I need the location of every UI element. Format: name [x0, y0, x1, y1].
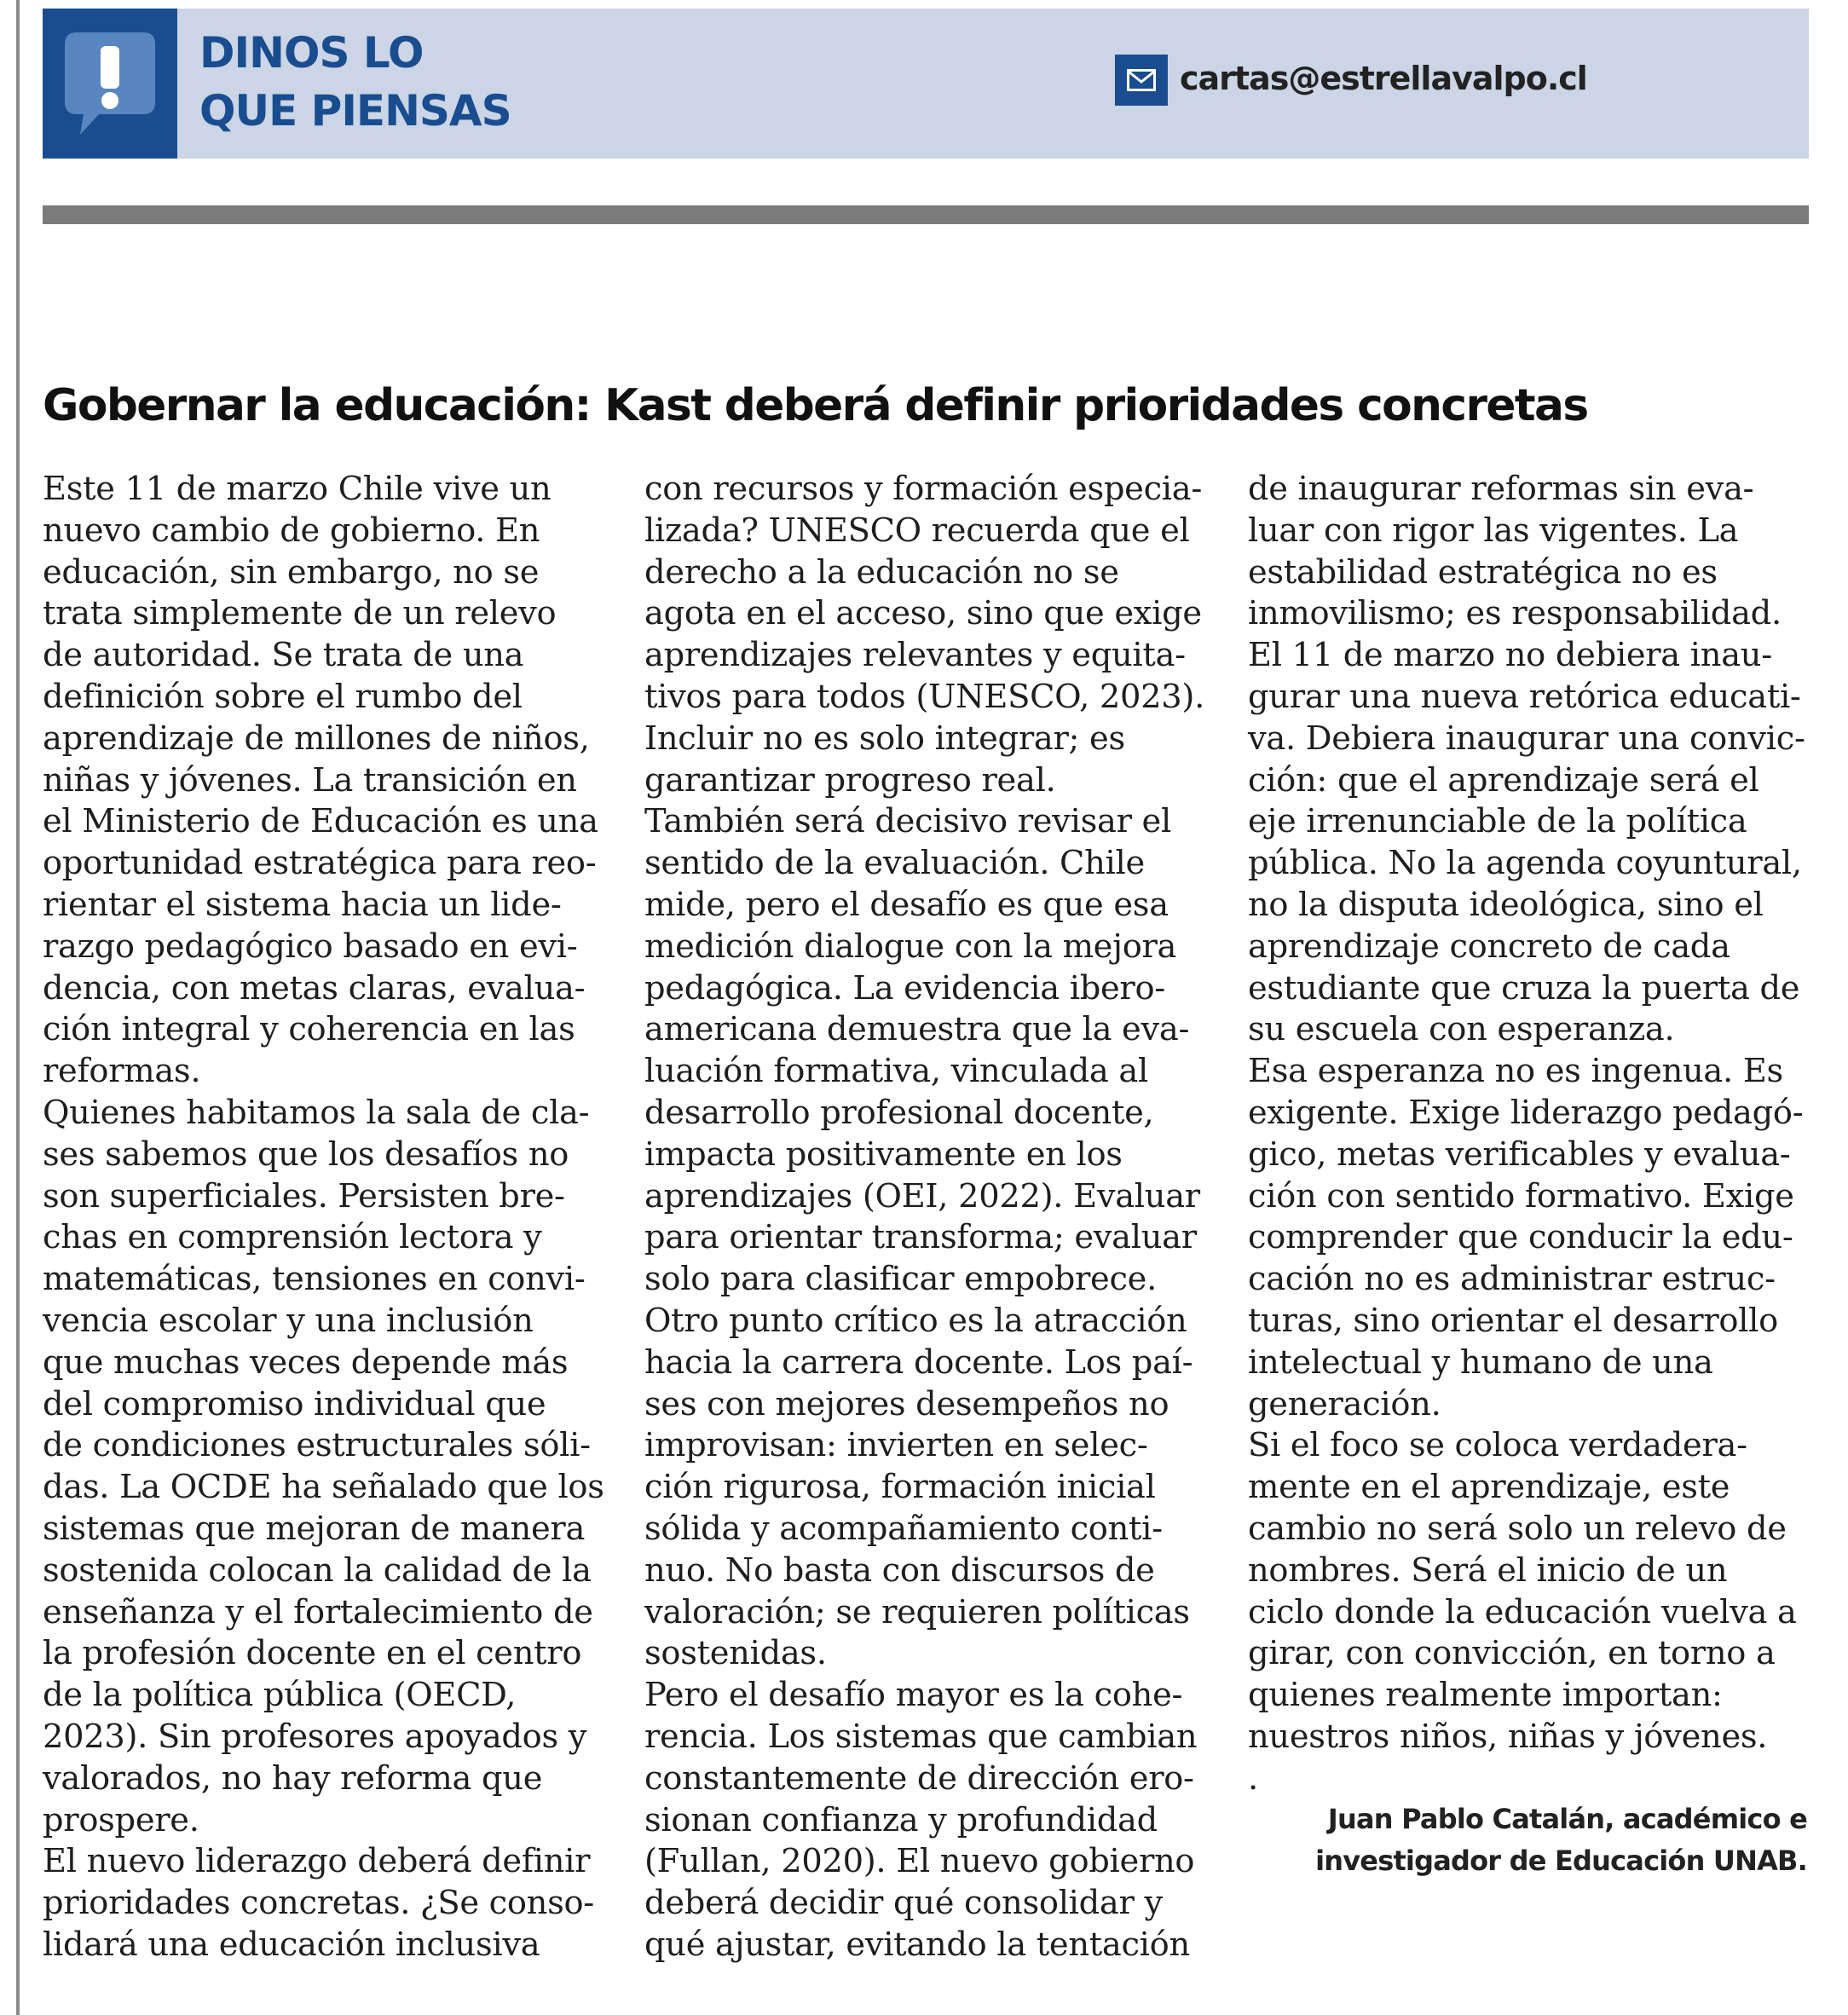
- article-text-line: va. Debiera inaugurar una convic-: [1248, 719, 1805, 758]
- envelope-icon: [1127, 69, 1156, 91]
- article-text-line: sionan confianza y profundidad: [644, 1800, 1158, 1839]
- article-text-line: no la disputa ideológica, sino el: [1248, 885, 1764, 924]
- article-text-line: derecho a la educación no se: [644, 552, 1119, 592]
- envelope-icon-box: [1115, 55, 1168, 106]
- article-text-line: prospere.: [43, 1800, 199, 1839]
- article-text-line: el Ministerio de Educación es una: [43, 802, 598, 841]
- article-text-line: pública. No la agenda coyuntural,: [1248, 844, 1802, 883]
- article-text-line: nombres. Será el inicio de un: [1248, 1550, 1728, 1590]
- article-text-line: gurar una nueva retórica educati-: [1248, 677, 1801, 716]
- article-text-line: ción: que el aprendizaje será el: [1248, 760, 1759, 800]
- article-text-line: constantemente de dirección ero-: [644, 1758, 1194, 1798]
- article-text-line: ciclo donde la educación vuelva a: [1248, 1592, 1797, 1631]
- article-text-line: aprendizajes (OEI, 2022). Evaluar: [644, 1176, 1200, 1215]
- article-text-line: cambio no será solo un relevo de: [1248, 1509, 1787, 1548]
- article-text-line: Incluir no es solo integrar; es: [644, 719, 1125, 758]
- article-text-line: de la política pública (OECD,: [43, 1676, 517, 1715]
- section-divider-bar: [43, 205, 1809, 224]
- article-text-line: luar con rigor las vigentes. La: [1248, 511, 1739, 550]
- article-text-line: cación no es administrar estruc-: [1248, 1260, 1776, 1299]
- article-text-line: definición sobre el rumbo del: [43, 677, 523, 716]
- article-text-line: con recursos y formación especia-: [644, 470, 1203, 508]
- article-text-line: razgo pedagógico basado en evi-: [43, 927, 578, 966]
- article-text-line: rientar el sistema hacia un lide-: [43, 885, 562, 924]
- article-text-line: improvisan: invierten en selec-: [644, 1426, 1148, 1465]
- article-text-line: inmovilismo; es responsabilidad.: [1248, 594, 1782, 633]
- article-text-line: ción con sentido formativo. Exige: [1248, 1176, 1794, 1215]
- author-signature: [1248, 1798, 1807, 1882]
- article-text-line: valorados, no hay reforma que: [43, 1758, 543, 1798]
- article-text-line: enseñanza y el fortalecimiento de: [43, 1592, 593, 1631]
- article-text-line: trata simplemente de un relevo: [43, 594, 557, 633]
- article-text-line: deberá decidir qué consolidar y: [644, 1884, 1163, 1923]
- article-text-line: de autoridad. Se trata de una: [43, 636, 524, 675]
- article-text-line: ses sabemos que los desafíos no: [43, 1135, 569, 1174]
- article-text-line: (Fullan, 2020). El nuevo gobierno: [644, 1842, 1195, 1881]
- article-text-line: desarrollo profesional docente,: [644, 1093, 1154, 1132]
- article-text-line: .: [1248, 1758, 1258, 1798]
- article-text-line: la profesión docente en el centro: [43, 1634, 582, 1673]
- article-text-line: Pero el desafío mayor es la cohe-: [644, 1676, 1183, 1715]
- section-title-line1: DINOS LO: [199, 28, 424, 78]
- article-text-line: oportunidad estratégica para reo-: [43, 844, 597, 883]
- article-text-line: También será decisivo revisar el: [644, 802, 1171, 841]
- page-left-rule: [16, 0, 20, 2015]
- article-text-line: impacta positivamente en los: [644, 1135, 1123, 1174]
- article-text-line: lizada? UNESCO recuerda que el: [644, 511, 1190, 550]
- article-text-line: solo para clasificar empobrece.: [644, 1260, 1157, 1299]
- article-text-line: matemáticas, tensiones en convi-: [43, 1260, 586, 1299]
- article-text-line: quienes realmente importan:: [1248, 1676, 1723, 1715]
- exclamation-speech-bubble-icon: [61, 29, 159, 140]
- signature-line-2: investigador de Educación UNAB.: [1315, 1845, 1807, 1877]
- article-text-line: pedagógica. La evidencia ibero-: [644, 968, 1165, 1008]
- article-text-line: generación.: [1248, 1384, 1441, 1423]
- article-text-line: aprendizaje de millones de niños,: [43, 719, 590, 758]
- article-text-line: niñas y jóvenes. La transición en: [43, 760, 577, 800]
- section-title-line2: QUE PIENSAS: [199, 86, 511, 136]
- article-text-line: del compromiso individual que: [43, 1384, 546, 1423]
- article-text-line: agota en el acceso, sino que exige: [644, 594, 1202, 633]
- article-text-line: qué ajustar, evitando la tentación: [644, 1925, 1190, 1964]
- article-text-line: hacia la carrera docente. Los paí-: [644, 1342, 1193, 1382]
- article-text-line: rencia. Los sistemas que cambian: [644, 1717, 1198, 1756]
- article-text-line: gico, metas verificables y evalua-: [1248, 1135, 1791, 1174]
- article-text-line: intelectual y humano de una: [1248, 1342, 1713, 1382]
- article-text-line: mide, pero el desafío es que esa: [644, 885, 1169, 924]
- article-text-line: reformas.: [43, 1052, 201, 1091]
- article-text-line: tivos para todos (UNESCO, 2023).: [644, 677, 1204, 716]
- article-text-line: mente en el aprendizaje, este: [1248, 1468, 1730, 1507]
- article-text-line: eje irrenunciable de la política: [1248, 802, 1747, 841]
- article-text-line: Este 11 de marzo Chile vive un: [43, 470, 552, 508]
- article-text-line: sostenidas.: [644, 1634, 827, 1673]
- article-text-line: americana demuestra que la eva-: [644, 1010, 1190, 1049]
- article-text-line: das. La OCDE ha señalado que los: [43, 1468, 604, 1507]
- article-text-line: vencia escolar y una inclusión: [43, 1301, 534, 1340]
- article-text-line: medición dialogue con la mejora: [644, 927, 1177, 966]
- article-text-line: turas, sino orientar el desarrollo: [1248, 1301, 1778, 1340]
- article-column-2: [644, 469, 1207, 1966]
- article-column-3: [1248, 469, 1810, 1800]
- article-text-line: Esa esperanza no es ingenua. Es: [1248, 1052, 1783, 1091]
- article-text-line: sólida y acompañamiento conti-: [644, 1509, 1163, 1548]
- article-headline: Gobernar la educación: Kast deberá definir prioridades concretas: [43, 380, 1588, 431]
- article-text-line: estudiante que cruza la puerta de: [1248, 968, 1800, 1008]
- article-text-line: nuestros niños, niñas y jóvenes.: [1248, 1717, 1768, 1756]
- article-text-line: 2023). Sin profesores apoyados y: [43, 1717, 587, 1756]
- article-text-line: aprendizaje concreto de cada: [1248, 927, 1730, 966]
- signature-line-1: Juan Pablo Catalán, académico e: [1327, 1803, 1807, 1835]
- article-text-line: Si el foco se coloca verdadera-: [1248, 1426, 1747, 1465]
- article-text-line: Otro punto crítico es la atracción: [644, 1301, 1187, 1340]
- article-text-line: girar, con convicción, en torno a: [1248, 1634, 1776, 1673]
- article-text-line: ción rigurosa, formación inicial: [644, 1468, 1156, 1507]
- article-text-line: comprender que conducir la edu-: [1248, 1218, 1793, 1257]
- article-text-line: ses con mejores desempeños no: [644, 1384, 1169, 1423]
- article-text-line: su escuela con esperanza.: [1248, 1010, 1675, 1049]
- article-text-line: nuo. No basta con discursos de: [644, 1550, 1155, 1590]
- article-column-1: [43, 469, 605, 1966]
- article-text-line: chas en comprensión lectora y: [43, 1218, 542, 1257]
- section-title: [199, 24, 626, 140]
- article-text-line: valoración; se requieren políticas: [644, 1592, 1190, 1631]
- article-text-line: sostenida colocan la calidad de la: [43, 1550, 592, 1590]
- article-text-line: lidará una educación inclusiva: [43, 1925, 540, 1964]
- article-text-line: de inaugurar reformas sin eva-: [1248, 470, 1754, 508]
- article-text-line: sistemas que mejoran de manera: [43, 1509, 586, 1548]
- article-text-line: nuevo cambio de gobierno. En: [43, 511, 540, 550]
- article-text-line: Quienes habitamos la sala de cla-: [43, 1093, 590, 1132]
- article-text-line: El 11 de marzo no debiera inau-: [1248, 636, 1772, 675]
- section-icon-box: [43, 9, 177, 159]
- article-text-line: sentido de la evaluación. Chile: [644, 844, 1145, 883]
- article-text-line: prioridades concretas. ¿Se conso-: [43, 1884, 594, 1923]
- article-text-line: aprendizajes relevantes y equita-: [644, 636, 1186, 675]
- article-text-line: educación, sin embargo, no se: [43, 552, 540, 592]
- article-text-line: que muchas veces depende más: [43, 1342, 569, 1382]
- article-text-line: exigente. Exige liderazgo pedagó-: [1248, 1093, 1804, 1132]
- article-text-line: luación formativa, vinculada al: [644, 1052, 1148, 1091]
- article-text-line: dencia, con metas claras, evalua-: [43, 968, 586, 1008]
- article-text-line: garantizar progreso real.: [644, 760, 1056, 800]
- article-text-line: de condiciones estructurales sóli-: [43, 1426, 591, 1465]
- article-text-line: son superficiales. Persisten bre-: [43, 1176, 565, 1215]
- article-text-line: ción integral y coherencia en las: [43, 1010, 575, 1049]
- contact-email-link[interactable]: cartas@estrellavalpo.cl: [1180, 60, 1587, 97]
- article-text-line: estabilidad estratégica no es: [1248, 552, 1718, 592]
- article-text-line: para orientar transforma; evaluar: [644, 1218, 1197, 1257]
- article-text-line: El nuevo liderazgo deberá definir: [43, 1842, 591, 1881]
